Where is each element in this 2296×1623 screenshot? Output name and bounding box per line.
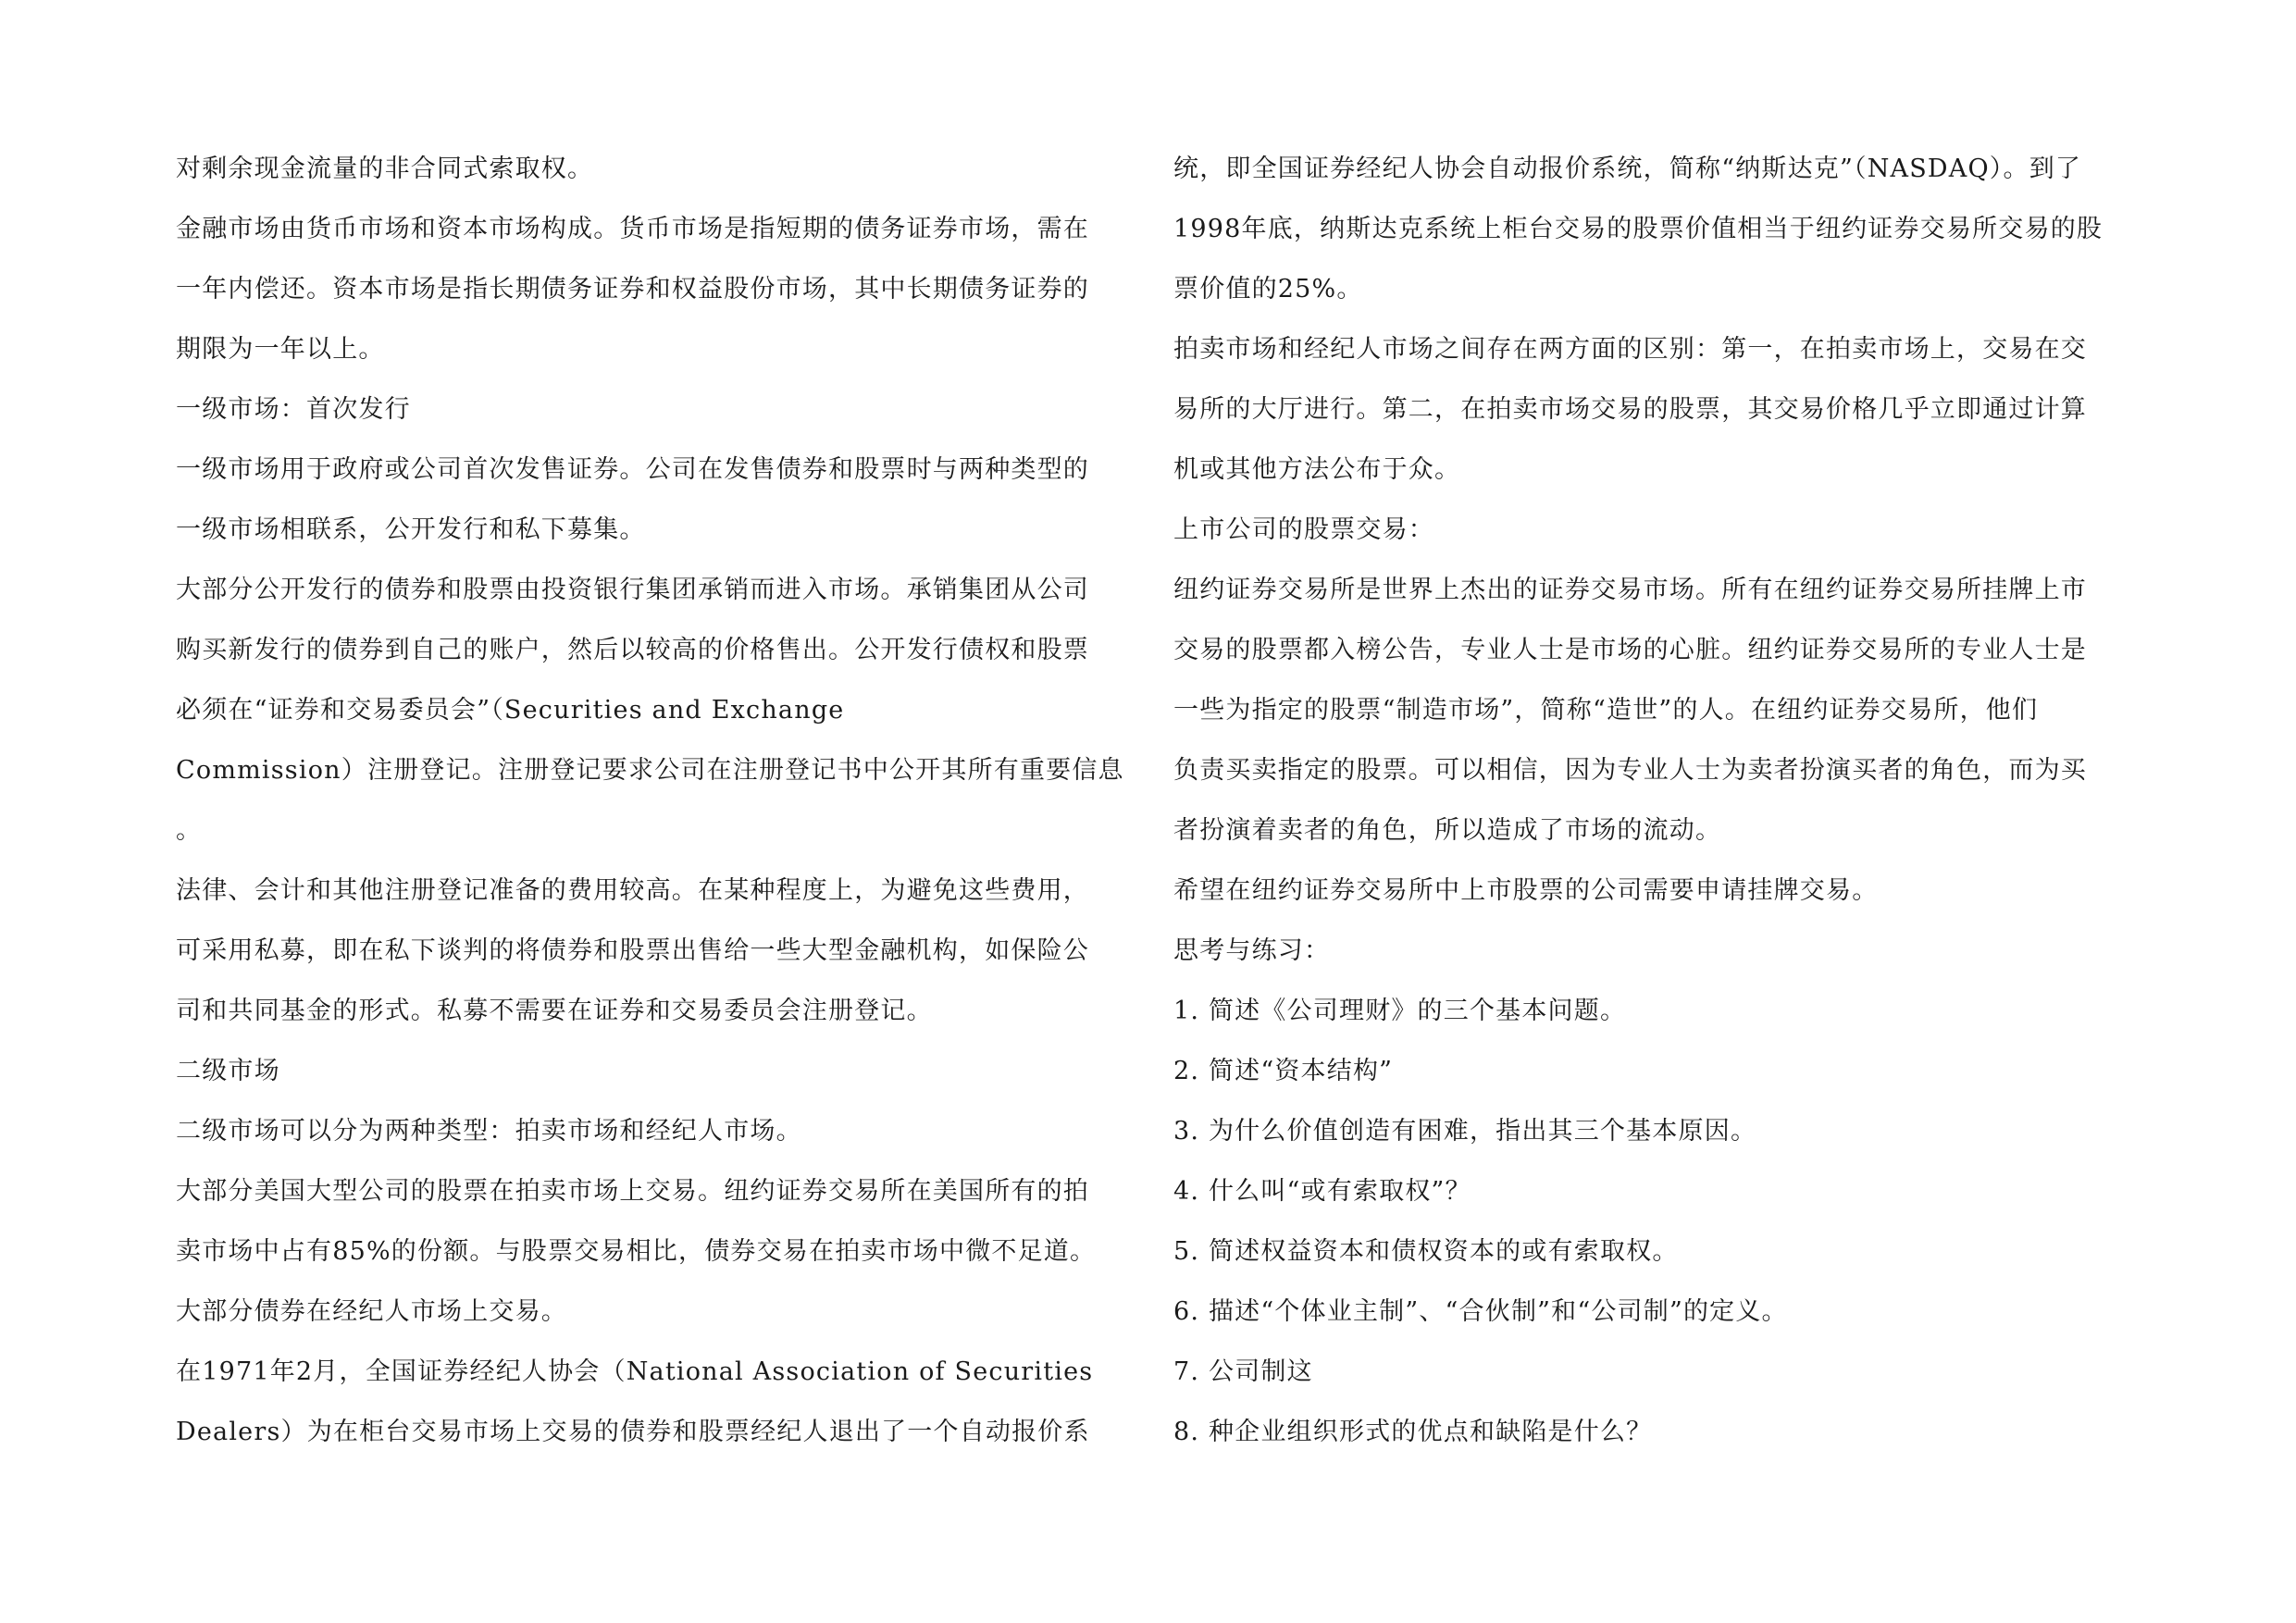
text-line: 易所的大厅进行。第二，在拍卖市场交易的股票，其交易价格几乎立即通过计算 xyxy=(1173,395,2087,424)
text-line: 期限为一年以上。 xyxy=(176,335,385,364)
text-line: 机或其他方法公布于众。 xyxy=(1173,455,1461,484)
text-line: 4. 什么叫“或有索取权”？ xyxy=(1173,1177,1471,1206)
text-line: 纽约证券交易所是世界上杰出的证券交易市场。所有在纽约证券交易所挂牌上市 xyxy=(1173,576,2087,604)
text-line: 上市公司的股票交易： xyxy=(1173,515,1434,544)
text-line: 二级市场 xyxy=(176,1057,280,1085)
text-line: 一级市场：首次发行 xyxy=(176,395,411,424)
text-line: 必须在“证券和交易委员会”（Securities and Exchange xyxy=(176,696,845,725)
text-line: 希望在纽约证券交易所中上市股票的公司需要申请挂牌交易。 xyxy=(1173,876,1879,905)
text-line: 二级市场可以分为两种类型：拍卖市场和经纪人市场。 xyxy=(176,1117,802,1146)
text-line: 。 xyxy=(176,816,203,845)
text-line: 3. 为什么价值创造有困难，指出其三个基本原因。 xyxy=(1173,1117,1757,1146)
text-line: Dealers）为在柜台交易市场上交易的债券和股票经纪人退出了一个自动报价系 xyxy=(176,1418,1090,1446)
text-line: 票价值的25%。 xyxy=(1173,275,1363,304)
text-line: 交易的股票都入榜公告，专业人士是市场的心脏。纽约证券交易所的专业人士是 xyxy=(1173,636,2087,664)
text-line: 大部分债券在经纪人市场上交易。 xyxy=(176,1297,567,1326)
text-line: 司和共同基金的形式。私募不需要在证券和交易委员会注册登记。 xyxy=(176,997,933,1025)
text-line: 6. 描述“个体业主制”、“合伙制”和“公司制”的定义。 xyxy=(1173,1297,1788,1326)
text-line: 购买新发行的债券到自己的账户，然后以较高的价格售出。公开发行债权和股票 xyxy=(176,636,1089,664)
text-line: 负责买卖指定的股票。可以相信，因为专业人士为卖者扮演买者的角色，而为买 xyxy=(1173,756,2087,785)
text-line: 拍卖市场和经纪人市场之间存在两方面的区别：第一，在拍卖市场上，交易在交 xyxy=(1173,335,2087,364)
text-line: 者扮演着卖者的角色，所以造成了市场的流动。 xyxy=(1173,816,1722,845)
text-line: 思考与练习： xyxy=(1173,936,1331,965)
text-line: 金融市场由货币市场和资本市场构成。货币市场是指短期的债务证券市场，需在 xyxy=(176,215,1089,243)
text-line: 2. 简述“资本结构” xyxy=(1173,1057,1394,1085)
text-line: 对剩余现金流量的非合同式索取权。 xyxy=(176,155,594,183)
text-line: 1998年底，纳斯达克系统上柜台交易的股票价值相当于纽约证券交易所交易的股 xyxy=(1173,215,2104,243)
text-line: 法律、会计和其他注册登记准备的费用较高。在某种程度上，为避免这些费用， xyxy=(176,876,1089,905)
text-line: 一级市场相联系，公开发行和私下募集。 xyxy=(176,515,646,544)
text-line: 卖市场中占有85%的份额。与股票交易相比，债券交易在拍卖市场中微不足道。 xyxy=(176,1237,1097,1266)
text-line: 统，即全国证券经纪人协会自动报价系统，简称“纳斯达克”（NASDAQ）。到了 xyxy=(1173,155,2082,183)
text-line: 一级市场用于政府或公司首次发售证券。公司在发售债券和股票时与两种类型的 xyxy=(176,455,1089,484)
left-column xyxy=(176,148,1129,1471)
text-line: 大部分美国大型公司的股票在拍卖市场上交易。纽约证券交易所在美国所有的拍 xyxy=(176,1177,1089,1206)
text-line: 大部分公开发行的债券和股票由投资银行集团承销而进入市场。承销集团从公司 xyxy=(176,576,1089,604)
text-line: 一年内偿还。资本市场是指长期债务证券和权益股份市场，其中长期债务证券的 xyxy=(176,275,1089,304)
text-line: 8. 种企业组织形式的优点和缺陷是什么？ xyxy=(1173,1418,1653,1446)
right-column xyxy=(1173,148,2127,1471)
text-line: 一些为指定的股票“制造市场”，简称“造世”的人。在纽约证券交易所，他们 xyxy=(1173,696,2039,725)
text-line: 7. 公司制这 xyxy=(1173,1357,1313,1386)
text-line: 5. 简述权益资本和债权资本的或有索取权。 xyxy=(1173,1237,1679,1266)
text-line: 可采用私募，即在私下谈判的将债券和股票出售给一些大型金融机构，如保险公 xyxy=(176,936,1089,965)
text-line: Commission）注册登记。注册登记要求公司在注册登记书中公开其所有重要信息 xyxy=(176,756,1124,785)
text-line: 在1971年2月，全国证券经纪人协会（National Association of Securities xyxy=(176,1357,1094,1386)
text-line: 1. 简述《公司理财》的三个基本问题。 xyxy=(1173,997,1627,1025)
